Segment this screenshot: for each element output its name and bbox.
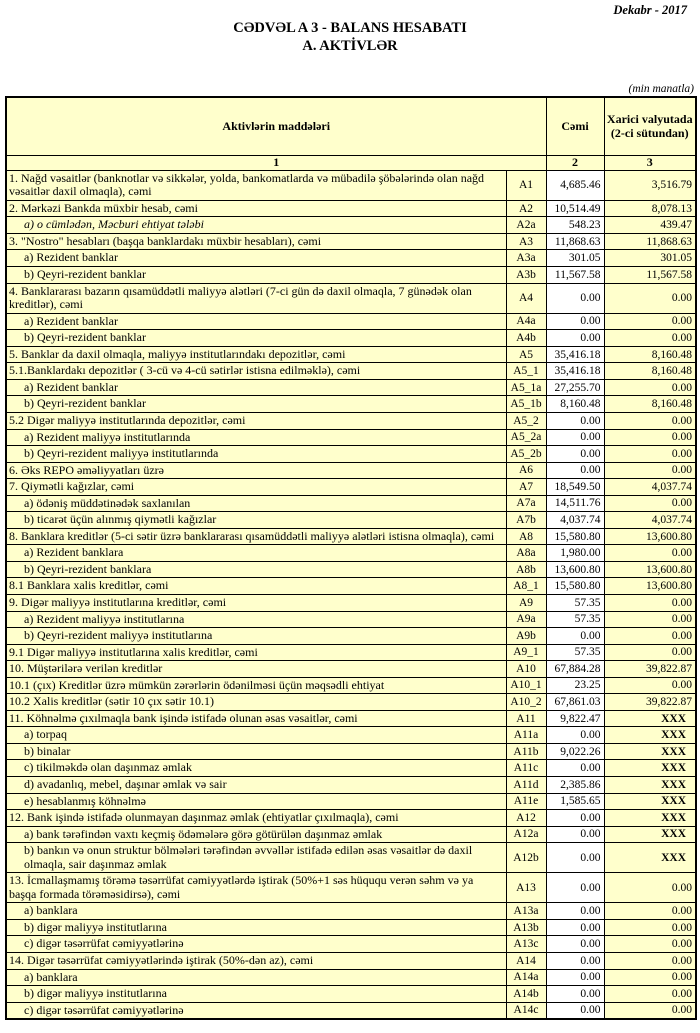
table-row: [6, 843, 696, 873]
item-foreign-value: 11,567.58: [604, 267, 696, 284]
table-row: [6, 743, 696, 760]
header-row: [6, 97, 696, 155]
table-row: [6, 379, 696, 396]
item-total-value: 0.00: [546, 446, 604, 463]
item-foreign-value: 0.00: [604, 462, 696, 479]
item-foreign-value: 0.00: [604, 873, 696, 903]
item-code: A12b: [506, 843, 546, 873]
table-row: [6, 545, 696, 562]
item-label: 11. Köhnəlmə çıxılmaqla bank işində istifadə olunan əsas vəsaitlər, cəmi: [6, 710, 506, 727]
item-total-value: 0.00: [546, 429, 604, 446]
item-label: a) bank tərəfindən vaxtı keçmiş ödəmələrə görə götürülən daşınmaz əmlak: [6, 826, 506, 843]
item-foreign-value: XXX: [604, 743, 696, 760]
item-label: 1. Nağd vəsaitlər (banknotlar və sikkələr, yolda, bankomatlarda və mübadilə şöbələrində olan nağd vəsaitlər daxil olmaqla), cəmi: [6, 170, 506, 200]
item-code: A3b: [506, 267, 546, 284]
item-total-value: 548.23: [546, 217, 604, 234]
item-foreign-value: XXX: [604, 843, 696, 873]
item-code: A3: [506, 233, 546, 250]
item-label: a) Rezident banklara: [6, 545, 506, 562]
table-row: [6, 727, 696, 744]
item-total-value: 0.00: [546, 760, 604, 777]
item-code: A7: [506, 479, 546, 496]
item-foreign-value: 0.00: [604, 969, 696, 986]
item-total-value: 4,037.74: [546, 512, 604, 529]
item-total-value: 0.00: [546, 412, 604, 429]
table-row: [6, 283, 696, 313]
item-label: 14. Digər təsərrüfat cəmiyyətlərində iştirak (50%-dən az), cəmi: [6, 953, 506, 970]
item-code: A4b: [506, 330, 546, 347]
table-row: [6, 826, 696, 843]
table-row: [6, 969, 696, 986]
item-label: 9. Digər maliyyə institutlarına kreditlər, cəmi: [6, 594, 506, 611]
item-foreign-value: 0.00: [604, 313, 696, 330]
item-label: b) Qeyri-rezident banklar: [6, 267, 506, 284]
item-total-value: 8,160.48: [546, 396, 604, 413]
item-foreign-value: 0.00: [604, 545, 696, 562]
item-foreign-value: 0.00: [604, 495, 696, 512]
item-foreign-value: 11,868.63: [604, 233, 696, 250]
item-code: A5_1a: [506, 379, 546, 396]
page-title-line1: CƏDVƏL A 3 - BALANS HESABATI: [233, 20, 467, 36]
item-total-value: 0.00: [546, 919, 604, 936]
item-code: A13c: [506, 936, 546, 953]
item-foreign-value: 8,160.48: [604, 363, 696, 380]
table-row: [6, 250, 696, 267]
header-foreign-label: Xarici valyutada (2-ci sütundan): [604, 97, 696, 155]
table-row: [6, 233, 696, 250]
item-code: A14a: [506, 969, 546, 986]
item-label: 10. Müştərilərə verilən kreditlər: [6, 661, 506, 678]
table-row: [6, 412, 696, 429]
balance-table: [5, 96, 697, 1020]
item-foreign-value: 0.00: [604, 628, 696, 645]
item-code: A11d: [506, 776, 546, 793]
item-total-value: 23.25: [546, 677, 604, 694]
item-total-value: 0.00: [546, 826, 604, 843]
item-code: A14: [506, 953, 546, 970]
table-row: [6, 710, 696, 727]
item-foreign-value: XXX: [604, 793, 696, 810]
item-code: A4a: [506, 313, 546, 330]
item-label: b) Qeyri-rezident maliyyə institutlarında: [6, 446, 506, 463]
item-foreign-value: 39,822.87: [604, 694, 696, 711]
item-total-value: 57.35: [546, 611, 604, 628]
item-foreign-value: 0.00: [604, 919, 696, 936]
item-foreign-value: XXX: [604, 727, 696, 744]
item-label: a) banklara: [6, 969, 506, 986]
item-code: A14b: [506, 986, 546, 1003]
item-foreign-value: 0.00: [604, 283, 696, 313]
item-code: A11a: [506, 727, 546, 744]
table-row: [6, 346, 696, 363]
table-row: [6, 793, 696, 810]
table-row: [6, 873, 696, 903]
item-code: A7b: [506, 512, 546, 529]
item-label: 7. Qiymətli kağızlar, cəmi: [6, 479, 506, 496]
item-total-value: 15,580.80: [546, 528, 604, 545]
table-row: [6, 628, 696, 645]
item-label: 9.1 Digər maliyyə institutlarına xalis kreditlər, cəmi: [6, 644, 506, 661]
item-total-value: 1,980.00: [546, 545, 604, 562]
item-label: 5. Banklar da daxil olmaqla, maliyyə institutlarındakı depozitlər, cəmi: [6, 346, 506, 363]
table-row: [6, 760, 696, 777]
item-label: 8.1 Banklara xalis kreditlər, cəmi: [6, 578, 506, 595]
item-total-value: 15,580.80: [546, 578, 604, 595]
table-row: [6, 429, 696, 446]
item-foreign-value: XXX: [604, 810, 696, 827]
item-foreign-value: 4,037.74: [604, 479, 696, 496]
item-label: a) Rezident banklar: [6, 379, 506, 396]
item-code: A2a: [506, 217, 546, 234]
item-foreign-value: 13,600.80: [604, 578, 696, 595]
item-total-value: 0.00: [546, 628, 604, 645]
item-foreign-value: 8,160.48: [604, 346, 696, 363]
item-code: A5_1b: [506, 396, 546, 413]
table-row: [6, 903, 696, 920]
item-code: A10: [506, 661, 546, 678]
item-total-value: 0.00: [546, 969, 604, 986]
item-code: A5_2b: [506, 446, 546, 463]
item-label: e) hesablanmış köhnəlmə: [6, 793, 506, 810]
table-row: [6, 495, 696, 512]
item-code: A10_1: [506, 677, 546, 694]
item-code: A13b: [506, 919, 546, 936]
item-foreign-value: 13,600.80: [604, 528, 696, 545]
item-foreign-value: XXX: [604, 776, 696, 793]
item-code: A8b: [506, 561, 546, 578]
item-code: A8: [506, 528, 546, 545]
item-label: b) ticarət üçün alınmış qiymətli kağızlar: [6, 512, 506, 529]
item-code: A5_1: [506, 363, 546, 380]
item-total-value: 0.00: [546, 462, 604, 479]
item-foreign-value: 0.00: [604, 986, 696, 1003]
item-label: a) banklara: [6, 903, 506, 920]
item-code: A8_1: [506, 578, 546, 595]
item-code: A2: [506, 200, 546, 217]
item-code: A9a: [506, 611, 546, 628]
column-number-3: 3: [604, 155, 696, 170]
table-row: [6, 217, 696, 234]
item-label: 10.2 Xalis kreditlər (sətir 10 çıx sətir 10.1): [6, 694, 506, 711]
item-label: c) digər təsərrüfat cəmiyyətlərinə: [6, 1002, 506, 1019]
item-total-value: 0.00: [546, 986, 604, 1003]
item-total-value: 57.35: [546, 644, 604, 661]
item-label: a) ödəniş müddətinədək saxlanılan: [6, 495, 506, 512]
item-total-value: 18,549.50: [546, 479, 604, 496]
table-row: [6, 1002, 696, 1019]
table-row: [6, 644, 696, 661]
item-foreign-value: 0.00: [604, 644, 696, 661]
item-foreign-value: 0.00: [604, 677, 696, 694]
item-label: 3. "Nostro" hesabları (başqa banklardakı müxbir hesabları), cəmi: [6, 233, 506, 250]
item-total-value: 0.00: [546, 873, 604, 903]
item-label: 6. Əks REPO əməliyyatları üzrə: [6, 462, 506, 479]
item-code: A9b: [506, 628, 546, 645]
item-label: c) tikilməkdə olan daşınmaz əmlak: [6, 760, 506, 777]
item-code: A13: [506, 873, 546, 903]
item-foreign-value: 0.00: [604, 936, 696, 953]
table-row: [6, 919, 696, 936]
table-row: [6, 810, 696, 827]
item-label: b) binalar: [6, 743, 506, 760]
item-label: 5.2 Digər maliyyə institutlarında depozitlər, cəmi: [6, 412, 506, 429]
table-row: [6, 661, 696, 678]
item-label: b) digər maliyyə institutlarına: [6, 919, 506, 936]
table-row: [6, 462, 696, 479]
item-total-value: 11,868.63: [546, 233, 604, 250]
item-foreign-value: 8,160.48: [604, 396, 696, 413]
table-row: [6, 200, 696, 217]
item-total-value: 0.00: [546, 313, 604, 330]
table-row: [6, 561, 696, 578]
item-total-value: 13,600.80: [546, 561, 604, 578]
item-code: A12a: [506, 826, 546, 843]
column-number-1: 1: [6, 155, 546, 170]
item-code: A5_2: [506, 412, 546, 429]
item-label: b) Qeyri-rezident banklar: [6, 330, 506, 347]
table-row: [6, 677, 696, 694]
item-label: d) avadanlıq, mebel, daşınar əmlak və sair: [6, 776, 506, 793]
table-row: [6, 578, 696, 595]
item-code: A14c: [506, 1002, 546, 1019]
item-label: a) Rezident banklar: [6, 250, 506, 267]
item-label: a) o cümlədən, Məcburi ehtiyat tələbi: [6, 217, 506, 234]
item-foreign-value: 301.05: [604, 250, 696, 267]
table-body: [6, 170, 696, 1019]
item-total-value: 4,685.46: [546, 170, 604, 200]
item-foreign-value: XXX: [604, 760, 696, 777]
column-number-2: 2: [546, 155, 604, 170]
item-label: 10.1 (çıx) Kreditlər üzrə mümkün zərərlərin ödənilməsi üçün məqsədli ehtiyat: [6, 677, 506, 694]
item-label: b) digər maliyyə institutlarına: [6, 986, 506, 1003]
item-total-value: 67,884.28: [546, 661, 604, 678]
item-total-value: 9,822.47: [546, 710, 604, 727]
item-total-value: 10,514.49: [546, 200, 604, 217]
item-label: 4. Banklararası bazarın qısamüddətli maliyyə alətləri (7-ci gün də daxil olmaqla, 7 günədək olan kreditlər), cəmi: [6, 283, 506, 313]
table-row: [6, 512, 696, 529]
item-foreign-value: 0.00: [604, 1002, 696, 1019]
item-code: A5: [506, 346, 546, 363]
item-foreign-value: 0.00: [604, 953, 696, 970]
item-total-value: 0.00: [546, 727, 604, 744]
item-label: 2. Mərkəzi Bankda müxbir hesab, cəmi: [6, 200, 506, 217]
item-code: A7a: [506, 495, 546, 512]
item-label: a) Rezident maliyyə institutlarına: [6, 611, 506, 628]
table-row: [6, 313, 696, 330]
item-label: 12. Bank işində istifadə olunmayan daşınmaz əmlak (ehtiyatlar çıxılmaqla), cəmi: [6, 810, 506, 827]
item-label: 13. İcmallaşmamış törəmə təsərrüfat cəmiyyətlərdə iştirak (50%+1 səs hüququ verən səhm və ya başqa formada törəməsidirsə), cəmi: [6, 873, 506, 903]
item-foreign-value: 3,516.79: [604, 170, 696, 200]
table-row: [6, 330, 696, 347]
item-foreign-value: 0.00: [604, 429, 696, 446]
item-code: A3a: [506, 250, 546, 267]
item-foreign-value: 0.00: [604, 903, 696, 920]
item-code: A11c: [506, 760, 546, 777]
item-total-value: 9,022.26: [546, 743, 604, 760]
item-foreign-value: 0.00: [604, 611, 696, 628]
column-number-row: [6, 155, 696, 170]
table-row: [6, 528, 696, 545]
item-total-value: 67,861.03: [546, 694, 604, 711]
item-foreign-value: 4,037.74: [604, 512, 696, 529]
item-code: A11b: [506, 743, 546, 760]
table-row: [6, 986, 696, 1003]
item-foreign-value: 0.00: [604, 446, 696, 463]
item-foreign-value: XXX: [604, 710, 696, 727]
item-code: A10_2: [506, 694, 546, 711]
item-total-value: 0.00: [546, 903, 604, 920]
table-row: [6, 611, 696, 628]
table-row: [6, 363, 696, 380]
item-label: b) bankın və onun struktur bölmələri tərəfindən əvvəllər istifadə edilən əsas vəsaitlər də daxil olmaqla, sair daşınmaz əmlak: [6, 843, 506, 873]
table-row: [6, 694, 696, 711]
item-code: A1: [506, 170, 546, 200]
table-row: [6, 594, 696, 611]
table-row: [6, 776, 696, 793]
item-foreign-value: 0.00: [604, 594, 696, 611]
item-code: A5_2a: [506, 429, 546, 446]
item-foreign-value: 439.47: [604, 217, 696, 234]
item-total-value: 0.00: [546, 843, 604, 873]
item-total-value: 2,385.86: [546, 776, 604, 793]
table-row: [6, 267, 696, 284]
item-code: A8a: [506, 545, 546, 562]
item-label: c) digər təsərrüfat cəmiyyətlərinə: [6, 936, 506, 953]
page-title-line2: A. AKTİVLƏR: [302, 38, 398, 55]
item-code: A9_1: [506, 644, 546, 661]
item-code: A11e: [506, 793, 546, 810]
table-row: [6, 936, 696, 953]
item-foreign-value: 8,078.13: [604, 200, 696, 217]
page-title: [5, 19, 695, 55]
table-row: [6, 396, 696, 413]
item-foreign-value: 0.00: [604, 412, 696, 429]
item-label: b) Qeyri-rezident banklar: [6, 396, 506, 413]
item-label: 8. Banklara kreditlər (5-ci sətir üzrə banklararası qısamüddətli maliyyə alətləri istisna olmaqla), cəmi: [6, 528, 506, 545]
item-code: A4: [506, 283, 546, 313]
item-code: A11: [506, 710, 546, 727]
table-header: [6, 97, 696, 170]
table-row: [6, 170, 696, 200]
item-total-value: 57.35: [546, 594, 604, 611]
item-label: 5.1.Banklardakı depozitlər ( 3-cü və 4-cü sətirlər istisna edilməklə), cəmi: [6, 363, 506, 380]
item-foreign-value: XXX: [604, 826, 696, 843]
item-total-value: 14,511.76: [546, 495, 604, 512]
item-total-value: 27,255.70: [546, 379, 604, 396]
item-total-value: 11,567.58: [546, 267, 604, 284]
item-total-value: 0.00: [546, 283, 604, 313]
item-label: a) Rezident banklar: [6, 313, 506, 330]
item-total-value: 0.00: [546, 936, 604, 953]
item-total-value: 0.00: [546, 810, 604, 827]
item-code: A13a: [506, 903, 546, 920]
item-foreign-value: 0.00: [604, 379, 696, 396]
header-items-label: Aktivlərin maddələri: [6, 97, 546, 155]
item-total-value: 35,416.18: [546, 363, 604, 380]
table-row: [6, 953, 696, 970]
item-label: b) Qeyri-rezident banklara: [6, 561, 506, 578]
table-row: [6, 479, 696, 496]
unit-note: (min manatla): [628, 83, 694, 96]
item-foreign-value: 0.00: [604, 330, 696, 347]
item-label: a) torpaq: [6, 727, 506, 744]
item-total-value: 301.05: [546, 250, 604, 267]
item-foreign-value: 39,822.87: [604, 661, 696, 678]
report-date: Dekabr - 2017: [613, 3, 687, 17]
item-total-value: 35,416.18: [546, 346, 604, 363]
item-total-value: 0.00: [546, 1002, 604, 1019]
item-total-value: 0.00: [546, 953, 604, 970]
item-label: a) Rezident maliyyə institutlarında: [6, 429, 506, 446]
table-row: [6, 446, 696, 463]
item-total-value: 0.00: [546, 330, 604, 347]
item-code: A9: [506, 594, 546, 611]
item-total-value: 1,585.65: [546, 793, 604, 810]
item-foreign-value: 13,600.80: [604, 561, 696, 578]
item-label: b) Qeyri-rezident maliyyə institutlarına: [6, 628, 506, 645]
item-code: A6: [506, 462, 546, 479]
header-total-label: Cəmi: [546, 97, 604, 155]
item-code: A12: [506, 810, 546, 827]
